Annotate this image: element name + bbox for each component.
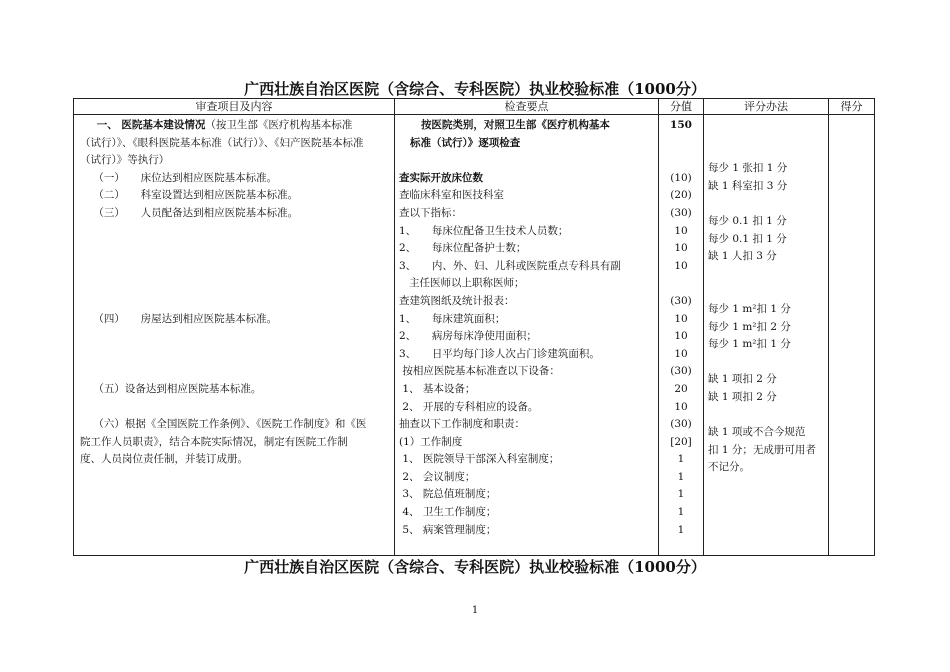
- checkpoint-staff-3a: 3、 内、外、妇、儿科或医院重点专科具有副: [399, 259, 621, 272]
- checkpoint-rules-4: 4、 卫生工作制度；: [402, 506, 497, 519]
- score-rules-5: 1: [677, 523, 685, 536]
- checkpoint-rules-1: 1、 医院领导干部深入科室制度；: [402, 453, 560, 466]
- inspection-standard-table: [73, 98, 875, 556]
- header-score-value: 分值: [659, 99, 704, 115]
- review-item-rules-line-2: 院工作人员职责》，结合本院实际情况，制定有医院工作制: [80, 435, 348, 448]
- review-item-equipment: （五）设备达到相应医院基本标准。: [93, 382, 262, 395]
- document-title-repeat: 广西壮族自治区医院（含综合、专科医院）执业校验标准（1000分）: [244, 558, 706, 576]
- checkpoint-staff-1: 1、 每床位配备卫生技术人员数；: [399, 224, 569, 237]
- score-equipment-2: 10: [674, 400, 688, 413]
- score-obtained-cell: [829, 115, 875, 556]
- score-rules-3: 1: [677, 488, 685, 501]
- score-staff-2: 10: [674, 242, 688, 255]
- score-value-cell: [659, 115, 704, 556]
- method-beds: 每少 1 张扣 1 分: [708, 162, 788, 175]
- method-rules-c: 不记分。: [708, 461, 750, 474]
- review-item-cell: [74, 115, 395, 556]
- checkpoint-rules-5: 5、 病案管理制度；: [402, 523, 497, 536]
- score-rules: (30): [670, 418, 692, 431]
- review-item-building: （四） 房屋达到相应医院基本标准。: [93, 312, 278, 325]
- method-rules-a: 缺 1 项或不合今规范: [708, 426, 806, 439]
- section-heading-line-2: （试行）》、《眼科医院基本标准（试行）》、《妇产医院基本标准: [80, 136, 364, 149]
- score-building-2: 10: [674, 330, 688, 343]
- method-staff-1: 每少 0.1 扣 1 分: [708, 214, 787, 227]
- score-staff-1: 10: [674, 224, 688, 237]
- method-departments: 缺 1 科室扣 3 分: [708, 179, 788, 192]
- score-total: 150: [670, 119, 692, 131]
- review-item-departments: （二） 科室设置达到相应医院基本标准。: [93, 189, 299, 202]
- score-rules-1: 1: [677, 453, 685, 466]
- score-building-3: 10: [674, 347, 688, 360]
- header-score-obtained: 得分: [829, 99, 875, 115]
- checkpoint-building: 查建筑图纸及统计报表：: [399, 294, 515, 307]
- checkpoint-rules-sub: (1）工作制度: [399, 435, 463, 448]
- score-equipment-1: 20: [674, 382, 688, 395]
- score-beds: (10): [670, 171, 692, 184]
- score-rules-4: 1: [677, 506, 685, 519]
- method-rules-b: 扣 1 分；无成册可用者: [708, 443, 816, 456]
- method-building-3: 每少 1 m²扣 1 分: [708, 338, 791, 351]
- method-building-2: 每少 1 m²扣 2 分: [708, 320, 791, 333]
- scoring-method-cell: [704, 115, 829, 556]
- checkpoint-equipment-2: 2、 开展的专科相应的设备。: [402, 400, 539, 413]
- checkpoint-rules-3: 3、 院总值班制度；: [402, 488, 497, 501]
- score-rules-2: 1: [677, 470, 685, 483]
- header-checkpoint: 检查要点: [395, 99, 659, 115]
- method-equipment-1: 缺 1 项扣 2 分: [708, 373, 777, 386]
- method-staff-3: 缺 1 人扣 3 分: [708, 250, 777, 263]
- score-building-1: 10: [674, 312, 688, 325]
- checkpoint-rules-2: 2、 会议制度；: [402, 470, 476, 483]
- checkpoint-equipment: 按相应医院基本标准查以下设备：: [402, 365, 560, 378]
- page-number: 1: [471, 605, 479, 616]
- section-heading-line-3: （试行）》等执行）: [80, 154, 170, 167]
- document-title: 广西壮族自治区医院（含综合、专科医院）执业校验标准（1000分）: [244, 80, 706, 98]
- score-building: (30): [670, 294, 692, 307]
- method-building-1: 每少 1 m²扣 1 分: [708, 302, 791, 315]
- method-staff-2: 每少 0.1 扣 1 分: [708, 232, 787, 245]
- score-staff-3: 10: [674, 259, 688, 272]
- checkpoint-beds: 查实际开放床位数: [399, 171, 483, 184]
- score-equipment: (30): [670, 365, 692, 378]
- checkpoint-staff-3b: 主任医师以上职称医师；: [409, 277, 525, 290]
- review-item-rules-line-1: （六）根据《全国医院工作条例》、《医院工作制度》和《医: [93, 418, 367, 431]
- table-row: [74, 115, 875, 556]
- checkpoint-building-1: 1、 每床建筑面积；: [399, 312, 506, 325]
- checkpoint-staff-2: 2、 每床位配备护士数；: [399, 242, 527, 255]
- section-heading: 一、 医院基本建设情况（按卫生部《医疗机构基本标准: [96, 119, 353, 131]
- header-scoring-method: 评分办法: [704, 99, 829, 115]
- score-obtained-value: [829, 115, 874, 119]
- method-equipment-2: 缺 1 项扣 2 分: [708, 390, 777, 403]
- score-staff: (30): [670, 206, 692, 219]
- table-header-row: [74, 99, 875, 115]
- checkpoint-staff: 查以下指标：: [399, 206, 462, 219]
- checkpoint-departments: 查临床科室和医技科室: [399, 189, 504, 202]
- score-departments: (20): [670, 189, 692, 202]
- header-review-item: 审查项目及内容: [74, 99, 395, 115]
- checkpoint-rules: 抽查以下工作制度和职责：: [399, 418, 525, 431]
- checkpoint-building-2: 2、 病房每床净使用面积；: [399, 330, 537, 343]
- checkpoint-intro-1: 按医院类别，对照卫生部《医疗机构基本: [420, 119, 610, 131]
- checkpoint-cell: [395, 115, 659, 556]
- checkpoint-intro-2: 标准（试行）》逐项检查: [409, 136, 521, 149]
- checkpoint-equipment-1: 1、 基本设备；: [402, 382, 476, 395]
- score-rules-sub: [20]: [670, 435, 692, 448]
- review-item-beds: （一） 床位达到相应医院基本标准。: [93, 171, 278, 184]
- review-item-staff: （三） 人员配备达到相应医院基本标准。: [93, 206, 299, 219]
- checkpoint-building-3: 3、 日平均每门诊人次占门诊建筑面积。: [399, 347, 600, 360]
- review-item-rules-line-3: 度、人员岗位责任制，并装订成册。: [80, 453, 248, 466]
